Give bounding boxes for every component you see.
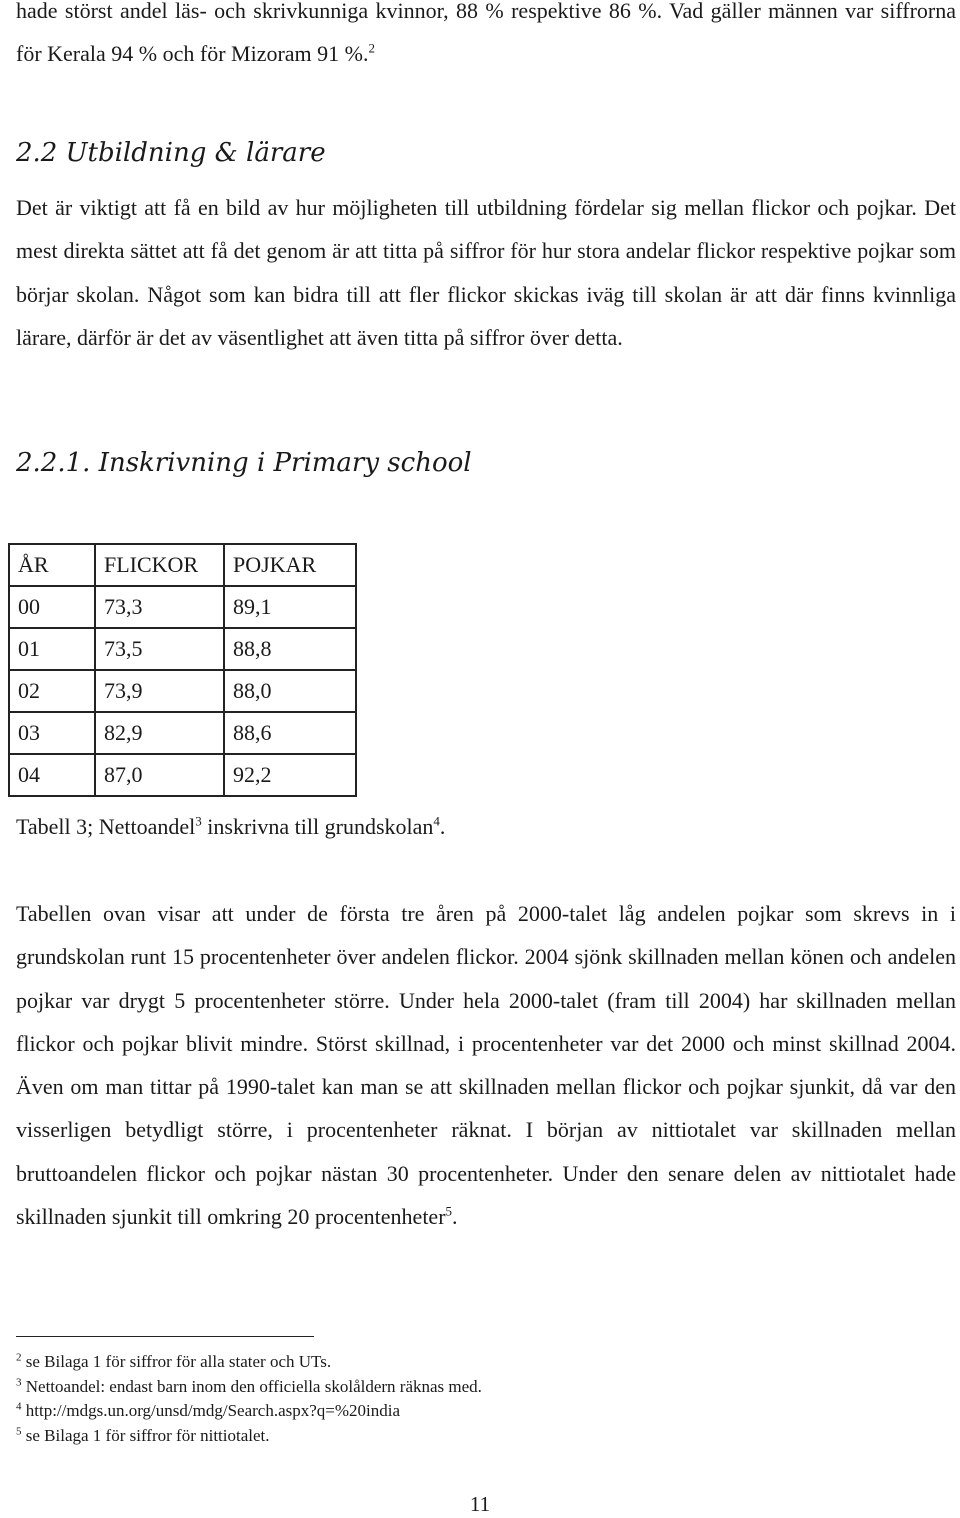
subsection-heading: 2.2.1. Inskrivning i Primary school: [16, 448, 472, 478]
caption-end: .: [439, 814, 446, 839]
footnote-link[interactable]: http://mdgs.un.org/unsd/mdg/Search.aspx?q=%20india: [21, 1401, 401, 1420]
table-header-row: [9, 544, 356, 586]
table-row: [9, 586, 356, 628]
table-cell-boys: 92,2: [224, 754, 356, 796]
table-cell-girls: 73,3: [95, 586, 224, 628]
paragraph-top: [16, 0, 956, 76]
footnote: [16, 1399, 482, 1424]
table-row: [9, 670, 356, 712]
footnote-text: se Bilaga 1 för siffror för nittiotalet.: [21, 1425, 270, 1445]
footnote-ref-2[interactable]: 2: [368, 40, 375, 56]
footnote-text: se Bilaga 1 för siffror för alla stater och UTs.: [21, 1352, 332, 1371]
footnote-ref-3[interactable]: 3: [195, 813, 202, 829]
enrollment-table: [8, 543, 357, 797]
table-cell-girls: 87,0: [95, 754, 224, 796]
table-header-cell: ÅR: [9, 544, 95, 586]
paragraph-analysis-end: .: [452, 1204, 458, 1230]
table-cell-year: 04: [9, 754, 95, 796]
table-header-cell: POJKAR: [224, 544, 356, 586]
footnote-ref-4[interactable]: 4: [433, 813, 440, 829]
table-row: [9, 712, 356, 754]
table-cell-girls: 82,9: [95, 712, 224, 754]
caption-text: inskrivna till grundskolan: [201, 814, 434, 839]
table-cell-year: 01: [9, 628, 95, 670]
table-cell-year: 03: [9, 712, 95, 754]
table-cell-boys: 88,0: [224, 670, 356, 712]
table-header-cell: FLICKOR: [95, 544, 224, 586]
footnote-ref-5[interactable]: 5: [445, 1203, 453, 1219]
footnote: [16, 1424, 482, 1449]
caption-text: Tabell 3; Nettoandel: [16, 814, 196, 839]
section-heading: 2.2 Utbildning & lärare: [16, 138, 326, 168]
paragraph-analysis-text: Tabellen ovan visar att under de första tre åren på 2000-talet låg andelen pojkar som skrevs in i grundskolan runt 15 procentenheter över andelen flickor. 2004 sjönk skillnaden mellan könen och andelen pojkar var drygt 5 procentenheter större. Under hela 2000-talet (fram till 2004) har skillnaden mellan flickor och pojkar blivit mindre. Störst skillnad, i procentenheter var det 2000 och minst skillnad 2004. Även om man tittar på 1990-talet kan man se att skillnaden mellan flickor och pojkar sjunkit, då var den visserligen betydligt större, i procentenheter räknat. I början av nittiotalet var skillnaden mellan bruttoandelen flickor och pojkar nästan 30 procentenheter. Under den senare delen av nittiotalet hade skillnaden sjunkit till omkring 20 procentenheter: [16, 901, 956, 1230]
footnote: [16, 1375, 482, 1400]
paragraph-analysis: [16, 892, 956, 1238]
table-row: [9, 628, 356, 670]
table-cell-boys: 88,8: [224, 628, 356, 670]
page-number: 11: [469, 1492, 491, 1516]
footnotes: [16, 1350, 482, 1448]
table-cell-year: 02: [9, 670, 95, 712]
table-cell-girls: 73,9: [95, 670, 224, 712]
table-cell-year: 00: [9, 586, 95, 628]
table-caption: [16, 814, 445, 840]
table-row: [9, 754, 356, 796]
table-cell-girls: 73,5: [95, 628, 224, 670]
footnote-divider: [16, 1336, 314, 1337]
footnote: [16, 1350, 482, 1375]
footnote-text: Nettoandel: endast barn inom den officiella skolåldern räknas med.: [21, 1376, 482, 1396]
paragraph-intro: Det är viktigt att få en bild av hur möjligheten till utbildning fördelar sig mellan flickor och pojkar. Det mest direkta sättet att få det genom är att titta på siffror för hur stora andelar flickor respektive pojkar som börjar skolan. Något som kan bidra till att fler flickor skickas iväg till skolan är att där finns kvinnliga lärare, därför är det av väsentlighet att även titta på siffror över detta.: [16, 195, 956, 350]
footnote-number: 3: [16, 1375, 22, 1388]
footnote-number: 2: [16, 1351, 22, 1364]
table-cell-boys: 89,1: [224, 586, 356, 628]
footnote-number: 5: [16, 1424, 22, 1437]
table-cell-boys: 88,6: [224, 712, 356, 754]
footnote-number: 4: [16, 1400, 22, 1413]
paragraph-top-text: hade störst andel läs- och skrivkunniga kvinnor, 88 % respektive 86 %. Vad gäller männen var siffrorna för Kerala 94 % och för Mizoram 91 %.: [16, 0, 956, 67]
